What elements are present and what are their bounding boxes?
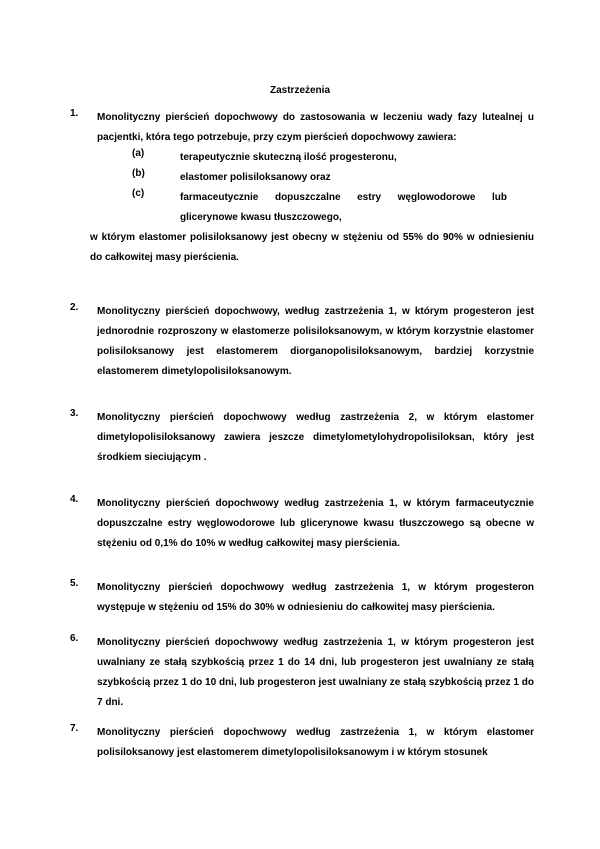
- subitem-letter: (c): [132, 188, 145, 199]
- claim-2: [70, 302, 534, 382]
- claim-closing: w którym elastomer polisiloksanowy jest obecny w stężeniu od 55% do 90% w odniesieniu do całkowitej masy pierścienia.: [90, 232, 534, 263]
- claim-text: Monolityczny pierścień dopochwowy według zastrzeżenia 1, w którym progesteron występuje w stężeniu od 15% do 30% w odniesieniu do całkowitej masy pierścienia.: [97, 582, 534, 613]
- claim-number: 7.: [70, 723, 79, 734]
- claim-text: Monolityczny pierścień dopochwowy według zastrzeżenia 1, w którym farmaceutycznie dopuszczalne estry węglowodorowe lub glicerynowe kwasu tłuszczowego są obecne w stężeniu od 0,1% do 10% w według całkowitej masy pierścienia.: [97, 498, 534, 549]
- claim-5: [70, 578, 534, 618]
- claim-subitem-a: [70, 148, 534, 168]
- claim-1: [70, 108, 534, 268]
- claim-text: Monolityczny pierścień dopochwowy według zastrzeżenia 1, w którym progesteron jest uwalniany ze stałą szybkością przez 1 do 14 dni, lub progesteron jest uwalniany ze stałą szybkością przez 1 do 10 dni, lub progesteron jest uwalniany ze stałą szybkością przez 1 do 7 dni.: [97, 637, 534, 708]
- subitem-letter: (b): [132, 168, 145, 179]
- claim-text: Monolityczny pierścień dopochwowy według zastrzeżenia 1, w którym elastomer polisiloksanowy jest elastomerem dimetylopolisiloksanowym i w którym stosunek: [97, 727, 534, 758]
- claim-7: [70, 723, 534, 763]
- page-title: Zastrzeżenia: [269, 85, 331, 96]
- claim-3: [70, 408, 534, 468]
- claim-subitem-c: [70, 188, 534, 228]
- claim-number: 1.: [70, 108, 79, 119]
- claim-number: 2.: [70, 302, 79, 313]
- subitem-text: elastomer polisiloksanowy oraz: [180, 172, 331, 183]
- claim-text: Monolityczny pierścień dopochwowy, według zastrzeżenia 1, w którym progesteron jest jednorodnie rozproszony w elastomerze polisiloksanowym, w którym korzystnie elastomer polisiloksanowy jest elastomerem diorganopolisiloksanowym, bardziej korzystnie elastomerem dimetylopolisiloksanowym.: [97, 306, 534, 377]
- claim-6: [70, 633, 534, 713]
- claim-text: Monolityczny pierścień dopochwowy według zastrzeżenia 2, w którym elastomer dimetylopolisiloksanowy zawiera jeszcze dimetylometylohydropolisiloksan, który jest środkiem sieciującym .: [97, 412, 534, 463]
- claim-subitem-b: [70, 168, 534, 188]
- subitem-text: farmaceutycznie dopuszczalne estry węglowodorowe lub glicerynowe kwasu tłuszczowego,: [180, 192, 507, 223]
- claim-intro: Monolityczny pierścień dopochwowy do zastosowania w leczeniu wady fazy lutealnej u pacjentki, która tego potrzebuje, przy czym pierścień dopochwowy zawiera:: [97, 112, 534, 143]
- claim-4: [70, 494, 534, 554]
- subitem-text: terapeutycznie skuteczną ilość progesteronu,: [180, 152, 397, 163]
- claim-number: 5.: [70, 578, 79, 589]
- subitem-letter: (a): [132, 148, 145, 159]
- claim-number: 6.: [70, 633, 79, 644]
- claim-number: 3.: [70, 408, 79, 419]
- claim-number: 4.: [70, 494, 79, 505]
